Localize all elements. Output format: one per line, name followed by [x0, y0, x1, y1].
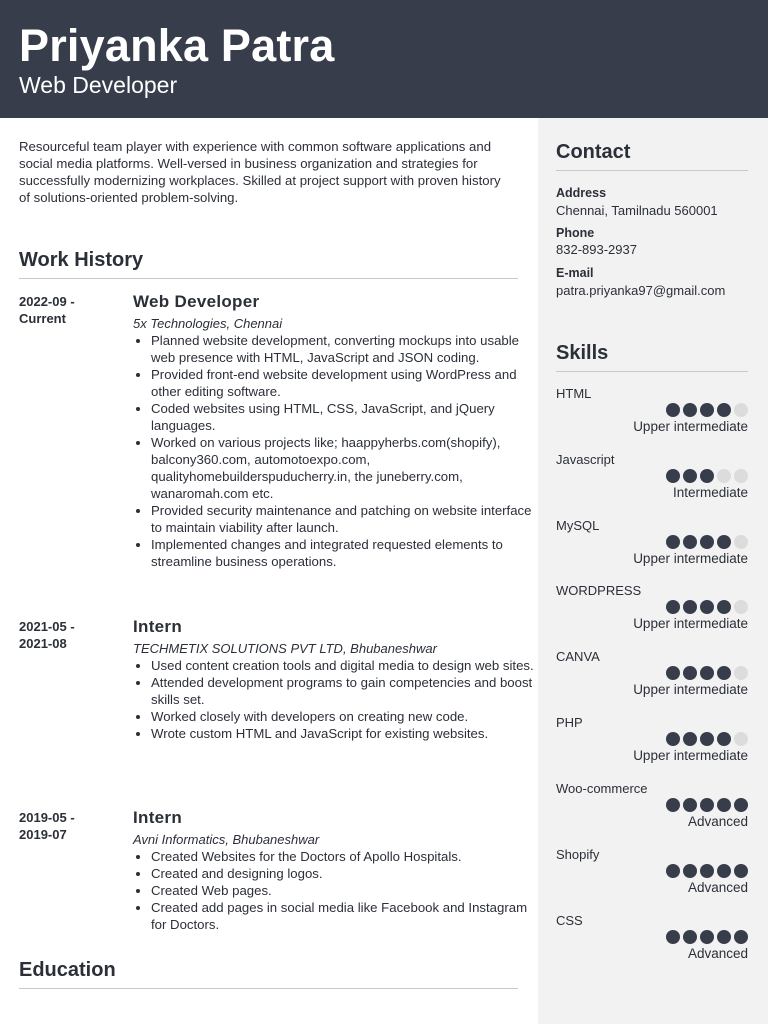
skill-level: Advanced [687, 946, 748, 961]
job-bullet: • Provided security maintenance and patching on website interface to maintain viability after launch. [151, 502, 541, 536]
skill-rating [666, 535, 748, 549]
skill-name: CANVA [556, 649, 600, 664]
skill-item [556, 582, 748, 642]
skill-name: PHP [556, 715, 583, 730]
rating-dot-filled [717, 864, 731, 878]
job-bullet-list [133, 848, 541, 933]
rating-dot-filled [700, 864, 714, 878]
job-company: Avni Informatics, Bhubaneshwar [133, 832, 320, 847]
job-date-end: 2019-07 [19, 827, 67, 842]
job-bullet-list [133, 657, 541, 742]
rating-dot-filled [717, 600, 731, 614]
job-bullet-list [133, 332, 541, 570]
rating-dot-empty [734, 666, 748, 680]
candidate-role: Web Developer [19, 72, 178, 98]
job-dates [19, 293, 109, 327]
skill-level: Upper intermediate [633, 748, 748, 763]
education-heading: Education [19, 959, 116, 981]
contact-divider [556, 170, 748, 171]
rating-dot-filled [700, 403, 714, 417]
skill-rating [666, 469, 748, 483]
rating-dot-filled [683, 469, 697, 483]
skill-name: Woo-commerce [556, 781, 648, 796]
job-bullet: • Created Websites for the Doctors of Apollo Hospitals. [151, 848, 541, 865]
rating-dot-filled [683, 666, 697, 680]
rating-dot-empty [734, 469, 748, 483]
professional-summary: Resourceful team player with experience with common software applications and social media platforms. Well-versed in business organization and strategies for successfully modernizing workplaces. Skilled at project support with proven history of solutions-oriented problem-solving. [19, 139, 501, 205]
rating-dot-filled [700, 469, 714, 483]
candidate-name: Priyanka Patra [19, 20, 335, 71]
skill-name: Javascript [556, 452, 615, 467]
address-label: Address [556, 186, 607, 200]
rating-dot-empty [734, 600, 748, 614]
job-bullet: • Implemented changes and integrated requested elements to streamline business operations. [151, 536, 541, 570]
job-title: Intern [133, 808, 183, 827]
rating-dot-filled [683, 535, 697, 549]
job-bullet: • Provided front-end website development using WordPress and other editing software. [151, 366, 541, 400]
job-company: 5x Technologies, Chennai [133, 316, 283, 331]
job-company: TECHMETIX SOLUTIONS PVT LTD, Bhubaneshwar [133, 641, 437, 656]
skill-level: Upper intermediate [633, 419, 748, 434]
rating-dot-filled [717, 798, 731, 812]
education-divider [19, 988, 518, 989]
work-history-divider [19, 278, 518, 279]
job-dates [19, 809, 109, 843]
rating-dot-filled [700, 535, 714, 549]
rating-dot-filled [666, 864, 680, 878]
job-date-start: 2021-05 - [19, 619, 75, 634]
job-dates [19, 618, 109, 652]
rating-dot-filled [666, 469, 680, 483]
phone-value: 832-893-2937 [556, 242, 637, 257]
skill-item [556, 451, 748, 511]
phone-label: Phone [556, 226, 595, 240]
rating-dot-filled [700, 732, 714, 746]
rating-dot-empty [734, 732, 748, 746]
job-bullet: • Planned website development, converting mockups into usable web presence with HTML, JavaScript and JSON coding. [151, 332, 541, 366]
rating-dot-filled [683, 403, 697, 417]
job-bullet: • Created and designing logos. [151, 865, 541, 882]
skill-item [556, 780, 748, 840]
rating-dot-empty [734, 535, 748, 549]
rating-dot-filled [666, 930, 680, 944]
rating-dot-filled [717, 535, 731, 549]
skill-item [556, 714, 748, 774]
skill-name: HTML [556, 386, 592, 401]
job-bullet: • Wrote custom HTML and JavaScript for existing websites. [151, 725, 541, 742]
skill-level: Intermediate [672, 485, 748, 500]
address-value: Chennai, Tamilnadu 560001 [556, 203, 718, 218]
rating-dot-filled [734, 864, 748, 878]
skill-name: Shopify [556, 847, 600, 862]
rating-dot-empty [734, 403, 748, 417]
skill-item [556, 517, 748, 577]
rating-dot-filled [717, 930, 731, 944]
rating-dot-filled [683, 798, 697, 812]
skill-rating [666, 403, 748, 417]
skill-item [556, 846, 748, 906]
job-bullet: • Coded websites using HTML, CSS, JavaScript, and jQuery languages. [151, 400, 541, 434]
job-date-end: 2021-08 [19, 636, 67, 651]
skill-item [556, 912, 748, 972]
skill-name: WORDPRESS [556, 583, 642, 598]
job-bullet: • Used content creation tools and digital media to design web sites. [151, 657, 541, 674]
skill-item [556, 385, 748, 445]
rating-dot-filled [700, 666, 714, 680]
skill-level: Advanced [687, 880, 748, 895]
skills-divider [556, 371, 748, 372]
skill-level: Upper intermediate [633, 682, 748, 697]
rating-dot-filled [717, 732, 731, 746]
job-bullet: • Worked closely with developers on creating new code. [151, 708, 541, 725]
contact-heading: Contact [556, 141, 631, 163]
skill-level: Upper intermediate [633, 551, 748, 566]
job-title: Web Developer [133, 292, 260, 311]
rating-dot-filled [666, 403, 680, 417]
rating-dot-filled [666, 600, 680, 614]
rating-dot-filled [700, 798, 714, 812]
rating-dot-filled [717, 666, 731, 680]
rating-dot-filled [666, 666, 680, 680]
email-label: E-mail [556, 266, 594, 280]
job-date-start: 2019-05 - [19, 810, 75, 825]
skill-rating [666, 930, 748, 944]
skill-rating [666, 666, 748, 680]
rating-dot-filled [683, 864, 697, 878]
work-history-heading: Work History [19, 249, 144, 271]
job-bullet: • Created Web pages. [151, 882, 541, 899]
resume-header [0, 0, 768, 118]
skill-rating [666, 864, 748, 878]
rating-dot-filled [666, 535, 680, 549]
rating-dot-filled [734, 798, 748, 812]
job-bullet: • Worked on various projects like; haappyherbs.com(shopify), balcony360.com, automotoexpo.com, qualityhomebuilderspuducherry.in, the juneberry.com, wanaromah.com etc. [151, 434, 541, 502]
rating-dot-filled [700, 600, 714, 614]
skill-rating [666, 798, 748, 812]
skill-name: CSS [556, 913, 583, 928]
skill-rating [666, 600, 748, 614]
job-date-end: Current [19, 311, 66, 326]
rating-dot-filled [683, 600, 697, 614]
skill-rating [666, 732, 748, 746]
rating-dot-filled [734, 930, 748, 944]
skills-heading: Skills [556, 342, 609, 364]
rating-dot-filled [717, 403, 731, 417]
job-bullet: • Created add pages in social media like Facebook and Instagram for Doctors. [151, 899, 541, 933]
job-bullet: • Attended development programs to gain competencies and boost skills set. [151, 674, 541, 708]
rating-dot-filled [666, 798, 680, 812]
job-date-start: 2022-09 - [19, 294, 75, 309]
rating-dot-filled [666, 732, 680, 746]
skill-name: MySQL [556, 518, 600, 533]
skill-level: Advanced [687, 814, 748, 829]
skill-item [556, 648, 748, 708]
rating-dot-filled [683, 732, 697, 746]
skill-level: Upper intermediate [633, 616, 748, 631]
job-title: Intern [133, 617, 183, 636]
rating-dot-filled [683, 930, 697, 944]
email-value: patra.priyanka97@gmail.com [556, 283, 726, 298]
rating-dot-empty [717, 469, 731, 483]
rating-dot-filled [700, 930, 714, 944]
